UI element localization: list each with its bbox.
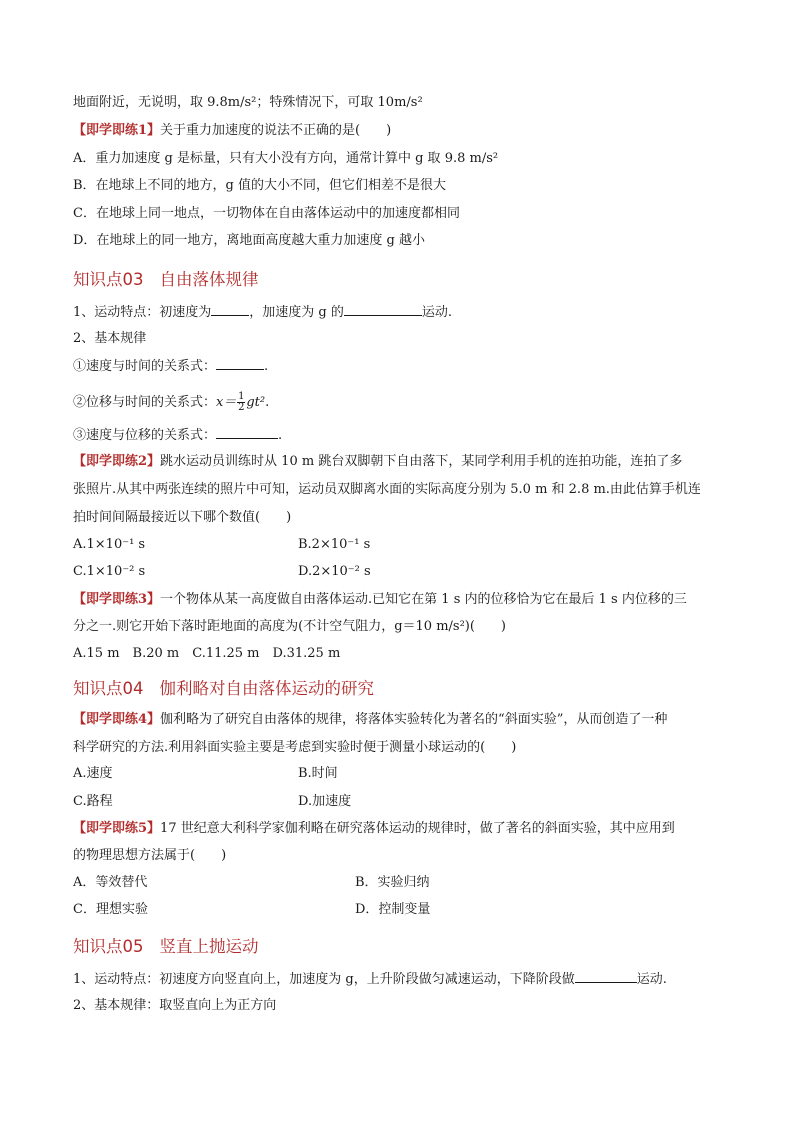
exercise-4-line-2: 科学研究的方法.利用斜面实验主要是考虑到实验时便于测量小球运动的( )	[73, 740, 517, 755]
exercise-2-text: 跳水运动员训练时从 10 m 跳台双脚朝下自由落下，某同学利用手机的连拍功能，连拍了多	[160, 454, 683, 469]
exercise-5-tag: 【即学即练5】	[73, 821, 161, 836]
section-03-point-1-part-b: ，加速度为 g 的	[249, 305, 344, 320]
exercise-5-option-d: D．控制变量	[355, 902, 431, 917]
exercise-3-options: A.15 m B.20 m C.11.25 m D.31.25 m	[73, 646, 341, 661]
answer-blank	[216, 357, 264, 370]
exercise-4-option-a: A.速度	[73, 766, 113, 781]
exercise-5-line-2: 的物理思想方法属于( )	[73, 848, 227, 863]
fraction-denominator: 2	[238, 402, 245, 413]
section-03-number: 知识点03	[73, 270, 144, 289]
rule-end-mark: .	[278, 428, 283, 443]
exercise-5-text: 17 世纪意大利科学家伽利略在研究落体运动的规律时，做了著名的斜面实验，其中应用到	[160, 821, 675, 836]
section-03-point-1-part-a: 1、运动特点：初速度为	[73, 305, 212, 320]
section-03-point-2: 2、基本规律	[73, 331, 147, 346]
rule-displacement-time-label: ②位移与时间的关系式：	[73, 395, 217, 410]
exercise-1-text: 关于重力加速度的说法不正确的是( )	[160, 123, 392, 138]
answer-blank	[575, 970, 637, 983]
exercise-1-option-a: A．重力加速度 g 是标量，只有大小没有方向，通常计算中 g 取 9.8 m/s²	[73, 151, 499, 166]
exercise-5-option-a: A．等效替代	[73, 875, 148, 890]
formula-left: x＝	[216, 395, 237, 410]
exercise-3-line-1	[73, 592, 687, 608]
exercise-2-option-a: A.1×10⁻¹ s	[73, 537, 146, 552]
exercise-2-option-d: D.2×10⁻² s	[298, 564, 371, 579]
rule-displacement-time	[73, 392, 269, 413]
formula-fraction	[237, 392, 245, 413]
exercise-5-option-b: B．实验归纳	[355, 875, 430, 890]
rule-end-mark: .	[265, 395, 270, 410]
rule-velocity-displacement-label: ③速度与位移的关系式：	[73, 428, 217, 443]
section-05-title: 竖直上抛运动	[159, 937, 259, 956]
fraction-numerator: 1	[238, 391, 245, 402]
rule-end-mark: .	[264, 359, 269, 374]
exercise-2-line-2: 张照片.从其中两张连续的照片中可知，运动员双脚离水面的实际高度分别为 5.0 m 和 2.8 m.由此估算手机连	[73, 482, 701, 497]
exercise-1-option-b: B．在地球上不同的地方，g 值的大小不同，但它们相差不是很大	[73, 178, 447, 193]
exercise-5-line-1	[73, 821, 675, 837]
exercise-2-option-b: B.2×10⁻¹ s	[298, 537, 371, 552]
answer-blank	[211, 303, 249, 316]
rule-velocity-displacement	[73, 426, 282, 444]
section-03-point-1-part-c: 运动.	[421, 305, 453, 320]
formula-right: gt²	[246, 395, 266, 410]
exercise-3-line-2: 分之一.则它开始下落时距地面的高度为(不计空气阻力，g＝10 m/s²)( )	[73, 619, 507, 634]
section-05-point-1-part-b: 运动.	[636, 972, 667, 987]
exercise-1-option-c: C．在地球上同一地点，一切物体在自由落体运动中的加速度都相同	[73, 206, 460, 221]
exercise-3-tag: 【即学即练3】	[73, 592, 161, 607]
exercise-4-tag: 【即学即练4】	[73, 712, 161, 727]
exercise-4-option-b: B.时间	[298, 766, 338, 781]
section-05-number: 知识点05	[73, 937, 144, 956]
exercise-1-question	[73, 123, 391, 139]
exercise-2-option-c: C.1×10⁻² s	[73, 564, 146, 579]
answer-blank	[344, 303, 422, 316]
exercise-1-option-d: D．在地球上的同一地方，离地面高度越大重力加速度 g 越小	[73, 233, 426, 248]
rule-velocity-time	[73, 357, 268, 375]
answer-blank	[216, 426, 278, 439]
section-05-point-1	[73, 970, 667, 988]
exercise-4-line-1	[73, 712, 667, 728]
section-05-heading	[73, 937, 259, 957]
section-04-heading	[73, 679, 374, 699]
exercise-2-tag: 【即学即练2】	[73, 454, 161, 469]
section-03-heading	[73, 270, 259, 290]
rule-velocity-time-label: ①速度与时间的关系式：	[73, 359, 217, 374]
exercise-4-text: 伽利略为了研究自由落体的规律，将落体实验转化为著名的“斜面实验”，从而创造了一种	[160, 712, 668, 727]
section-04-title: 伽利略对自由落体运动的研究	[159, 679, 374, 698]
section-05-point-2: 2、基本规律：取竖直向上为正方向	[73, 998, 277, 1013]
exercise-2-line-3: 拍时间间隔最接近以下哪个数值( )	[73, 510, 292, 525]
exercise-5-option-c: C．理想实验	[73, 902, 148, 917]
exercise-4-option-c: C.路程	[73, 794, 113, 809]
section-03-point-1	[73, 303, 452, 321]
exercise-3-text: 一个物体从某一高度做自由落体运动.已知它在第 1 s 内的位移恰为它在最后 1 s 内位移的三	[160, 592, 687, 607]
section-04-number: 知识点04	[73, 679, 144, 698]
section-03-title: 自由落体规律	[159, 270, 259, 289]
exercise-2-line-1	[73, 454, 682, 470]
exercise-1-tag: 【即学即练1】	[73, 123, 161, 138]
intro-line: 地面附近，无说明，取 9.8m/s²；特殊情况下，可取 10m/s²	[73, 95, 423, 110]
section-05-point-1-part-a: 1、运动特点：初速度方向竖直向上，加速度为 g，上升阶段做匀减速运动，下降阶段做	[73, 972, 575, 987]
exercise-4-option-d: D.加速度	[298, 794, 352, 809]
